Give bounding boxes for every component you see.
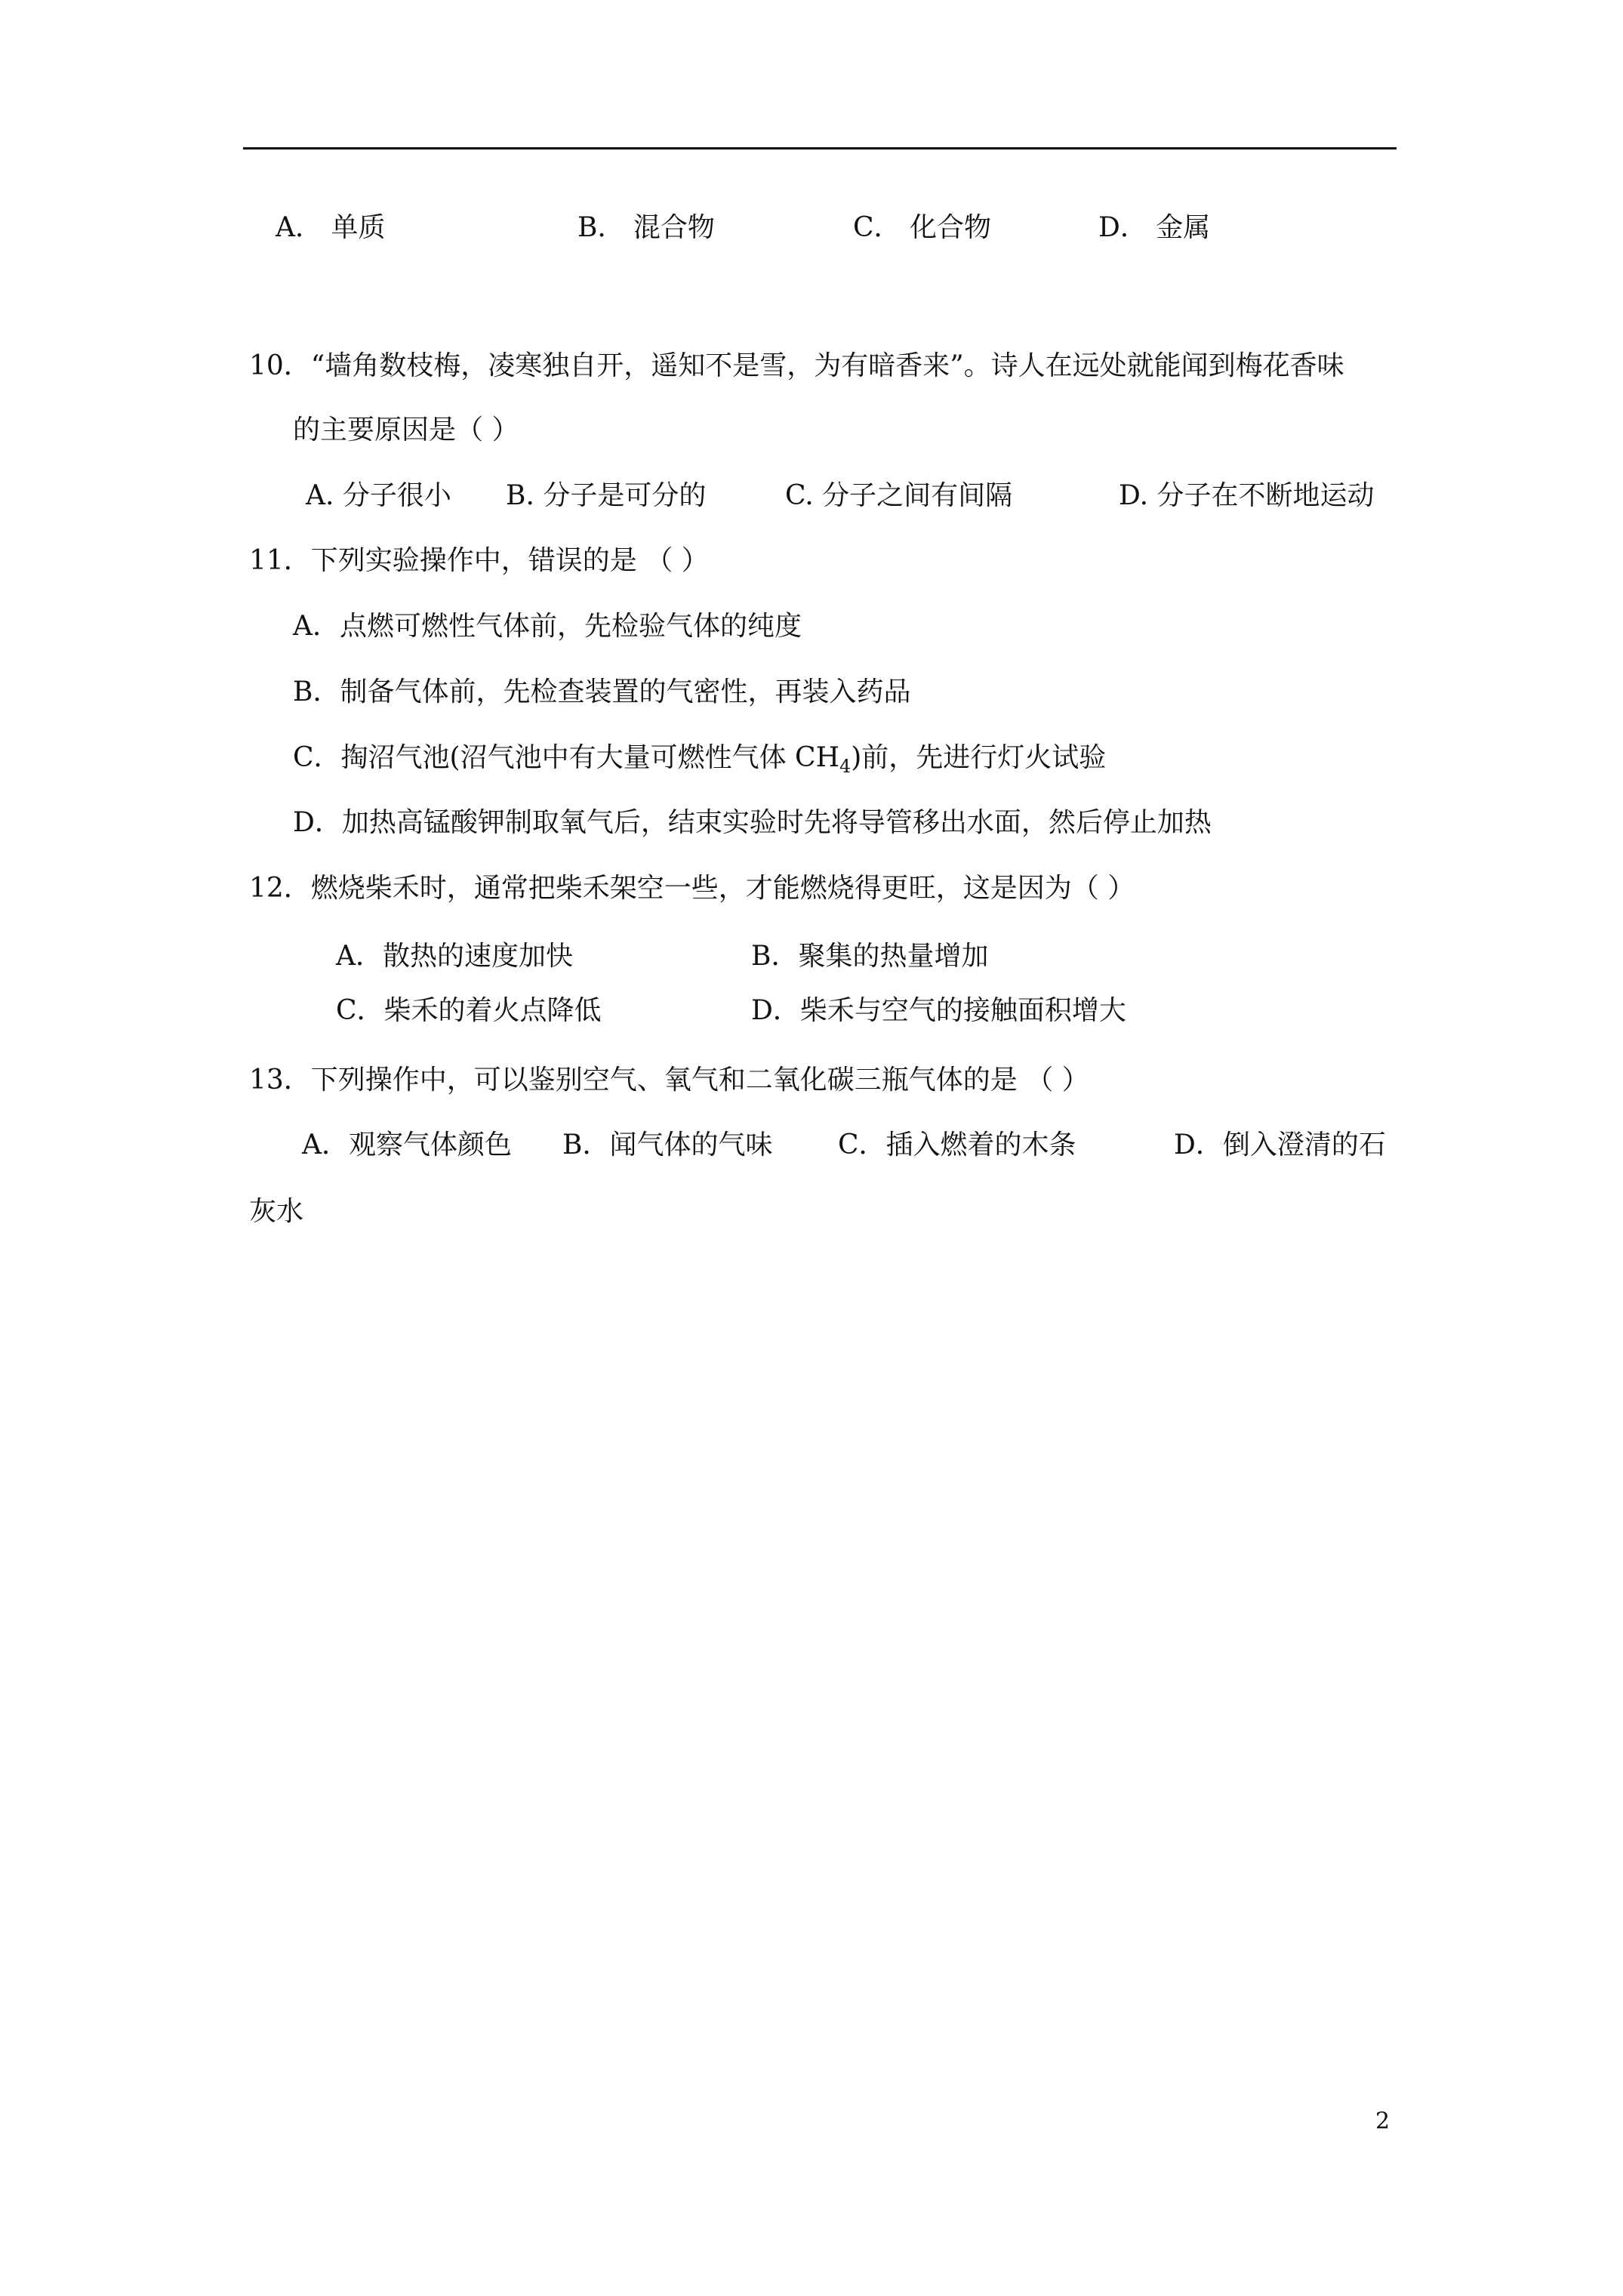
q13-option-a: A．观察气体颜色 bbox=[302, 1130, 512, 1160]
q10-option-a: A. 分子很小 bbox=[306, 480, 451, 511]
q9-option-b: B． 混合物 bbox=[577, 212, 715, 243]
q12-option-a: A．散热的速度加快 bbox=[336, 941, 573, 972]
q13-option-c: C．插入燃着的木条 bbox=[838, 1130, 1076, 1160]
q12-option-d: D．柴禾与空气的接触面积增大 bbox=[751, 995, 1126, 1026]
q12-option-b: B．聚集的热量增加 bbox=[751, 941, 989, 972]
q10-stem-line2: 的主要原因是（ ） bbox=[293, 415, 519, 445]
header-rule bbox=[243, 147, 1397, 149]
q12-stem: 12．燃烧柴禾时，通常把柴禾架空一些，才能燃烧得更旺，这是因为（ ） bbox=[249, 873, 1135, 904]
q12-option-c: C．柴禾的着火点降低 bbox=[336, 995, 602, 1026]
q10-stem-line1: 10．“墙角数枝梅，凌寒独自开，遥知不是雪，为有暗香来”。诗人在远处就能闻到梅花香味 bbox=[249, 350, 1344, 381]
q11-option-a: A．点燃可燃性气体前，先检验气体的纯度 bbox=[293, 611, 802, 642]
page-number: 2 bbox=[1375, 2108, 1390, 2134]
q11-option-c-text-end: )前，先进行灯火试验 bbox=[851, 742, 1107, 773]
q9-option-a: A． 单质 bbox=[276, 212, 386, 243]
q9-option-d: D． 金属 bbox=[1098, 212, 1211, 243]
q11-option-c bbox=[293, 741, 1106, 783]
q11-option-b: B．制备气体前，先检查装置的气密性，再装入药品 bbox=[293, 676, 911, 707]
q10-option-d: D. 分子在不断地运动 bbox=[1119, 480, 1375, 511]
q10-option-c: C. 分子之间有间隔 bbox=[785, 480, 1013, 511]
q13-option-d: D．倒入澄清的石 bbox=[1174, 1130, 1386, 1160]
q10-option-b: B. 分子是可分的 bbox=[506, 480, 707, 511]
q11-option-c-text: C．掏沼气池(沼气池中有大量可燃性气体 CH bbox=[293, 742, 839, 773]
q11-stem: 11．下列实验操作中，错误的是 （ ） bbox=[249, 545, 709, 576]
q13-option-b: B．闻气体的气味 bbox=[562, 1130, 773, 1160]
q13-stem: 13．下列操作中，可以鉴别空气、氧气和二氧化碳三瓶气体的是 （ ） bbox=[249, 1065, 1089, 1096]
q9-option-c: C． 化合物 bbox=[853, 212, 991, 243]
q13-option-d-continued: 灰水 bbox=[249, 1196, 304, 1227]
q11-option-d: D．加热高锰酸钾制取氧气后，结束实验时先将导管移出水面，然后停止加热 bbox=[293, 807, 1212, 838]
ch4-subscript: 4 bbox=[839, 756, 852, 777]
